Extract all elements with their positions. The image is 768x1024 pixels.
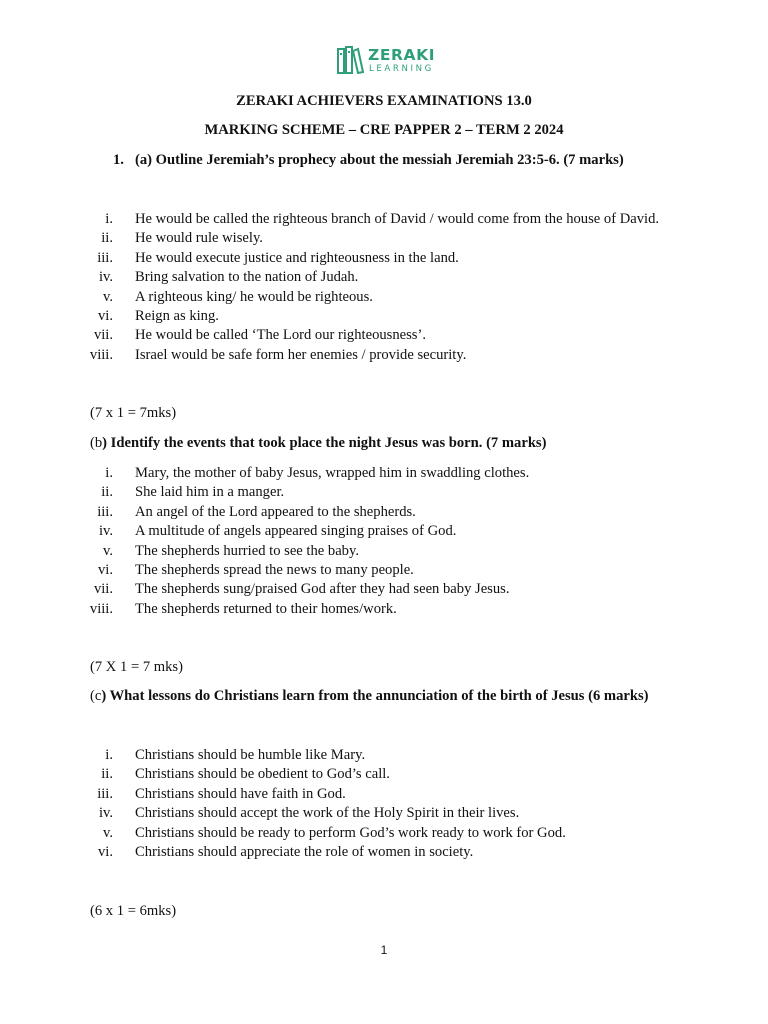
answer-item-number: vi. bbox=[98, 307, 113, 324]
part-b-label: (b bbox=[90, 435, 103, 451]
answer-item-text: The shepherds returned to their homes/work. bbox=[135, 600, 397, 617]
answer-item-text: Israel would be safe form her enemies / provide security. bbox=[135, 346, 467, 363]
answer-item-number: vi. bbox=[98, 843, 113, 860]
answer-item-number: ii. bbox=[101, 230, 113, 247]
answer-item bbox=[80, 785, 720, 804]
answer-item-text: Christians should accept the work of the Holy Spirit in their lives. bbox=[135, 805, 520, 822]
answer-item bbox=[80, 483, 720, 502]
answer-item-number: viii. bbox=[89, 600, 113, 617]
answer-item-number: v. bbox=[103, 542, 113, 559]
answer-item bbox=[80, 824, 720, 843]
part-b-marks: (7 X 1 = 7 mks) bbox=[90, 659, 183, 675]
part-c-answer-list bbox=[80, 746, 720, 862]
answer-item-number: i. bbox=[105, 747, 113, 763]
answer-item-text: She laid him in a manger. bbox=[135, 484, 285, 501]
answer-item-number: vii. bbox=[93, 581, 113, 598]
answer-item bbox=[80, 765, 720, 784]
answer-item-number: v. bbox=[103, 288, 113, 305]
answer-item-number: iii. bbox=[97, 785, 113, 802]
part-c-question: ) What lessons do Christians learn from the annunciation of the birth of Jesus (6 marks) bbox=[101, 688, 649, 704]
answer-item-number: ii. bbox=[101, 484, 113, 501]
answer-item bbox=[80, 522, 720, 541]
answer-item-text: Christians should be obedient to God’s call. bbox=[135, 766, 390, 783]
part-c-marks: (6 x 1 = 6mks) bbox=[90, 903, 177, 919]
answer-item-number: v. bbox=[103, 824, 113, 841]
answer-item-text: The shepherds sung/praised God after they had seen baby Jesus. bbox=[135, 581, 510, 598]
answer-item-number: iii. bbox=[97, 503, 113, 520]
question-1-number: 1. bbox=[113, 152, 124, 168]
exam-title: ZERAKI ACHIEVERS EXAMINATIONS 13.0 bbox=[236, 93, 532, 109]
part-b-question: ) Identify the events that took place the night Jesus was born. (7 marks) bbox=[102, 435, 547, 451]
answer-item-text: He would execute justice and righteousness in the land. bbox=[135, 249, 459, 266]
answer-item bbox=[80, 580, 720, 599]
answer-item-number: i. bbox=[105, 465, 113, 481]
answer-item bbox=[80, 346, 720, 365]
answer-item-number: iv. bbox=[98, 805, 113, 822]
answer-item-text: Mary, the mother of baby Jesus, wrapped him in swaddling clothes. bbox=[135, 465, 530, 481]
page-number: 1 bbox=[380, 943, 388, 957]
books-logo-icon bbox=[336, 45, 364, 75]
part-a-heading: (a) Outline Jeremiah’s prophecy about the messiah Jeremiah 23:5-6. (7 marks) bbox=[135, 152, 624, 168]
part-b-heading bbox=[90, 435, 546, 452]
brand-name: ZERAKI bbox=[368, 46, 436, 64]
part-b-answer-list bbox=[80, 464, 720, 619]
part-a-answer-list bbox=[80, 210, 720, 365]
answer-item bbox=[80, 804, 720, 823]
answer-item-text: He would be called the righteous branch of David / would come from the house of David. bbox=[135, 211, 660, 227]
part-c-label: (c bbox=[90, 688, 102, 704]
answer-item-number: viii. bbox=[89, 346, 113, 363]
answer-item bbox=[80, 843, 720, 862]
answer-item-text: The shepherds hurried to see the baby. bbox=[135, 542, 359, 559]
answer-item bbox=[80, 288, 720, 307]
answer-item-text: Christians should appreciate the role of women in society. bbox=[135, 843, 474, 860]
answer-item-text: Bring salvation to the nation of Judah. bbox=[135, 269, 359, 286]
zeraki-logo bbox=[334, 44, 438, 76]
answer-item-text: A multitude of angels appeared singing praises of God. bbox=[135, 523, 457, 540]
part-a-marks: (7 x 1 = 7mks) bbox=[90, 405, 177, 421]
answer-item bbox=[80, 268, 720, 287]
answer-item-number: iv. bbox=[98, 269, 113, 286]
answer-item-number: vii. bbox=[93, 327, 113, 344]
answer-item bbox=[80, 249, 720, 268]
answer-item-number: ii. bbox=[101, 766, 113, 783]
answer-item-text: Christians should be ready to perform God’s work ready to work for God. bbox=[135, 824, 566, 841]
answer-item-text: Reign as king. bbox=[135, 307, 219, 324]
answer-item bbox=[80, 561, 720, 580]
answer-item-number: i. bbox=[105, 211, 113, 227]
answer-item bbox=[80, 503, 720, 522]
answer-item-number: vi. bbox=[98, 561, 113, 578]
answer-item bbox=[80, 229, 720, 248]
answer-item bbox=[80, 746, 720, 765]
answer-item bbox=[80, 326, 720, 345]
document-subtitle: MARKING SCHEME – CRE PAPPER 2 – TERM 2 2024 bbox=[204, 122, 564, 138]
part-c-heading bbox=[90, 688, 649, 705]
answer-item-text: He would rule wisely. bbox=[135, 230, 263, 247]
answer-item-text: The shepherds spread the news to many people. bbox=[135, 561, 414, 578]
answer-item bbox=[80, 464, 720, 483]
answer-item bbox=[80, 542, 720, 561]
answer-item bbox=[80, 600, 720, 619]
answer-item bbox=[80, 307, 720, 326]
answer-item-text: A righteous king/ he would be righteous. bbox=[135, 288, 373, 305]
answer-item-text: An angel of the Lord appeared to the shepherds. bbox=[135, 503, 416, 520]
answer-item-number: iv. bbox=[98, 523, 113, 540]
answer-item-number: iii. bbox=[97, 249, 113, 266]
brand-sub: LEARNING bbox=[369, 64, 434, 74]
answer-item-text: He would be called ‘The Lord our righteousness’. bbox=[135, 327, 426, 344]
answer-item-text: Christians should have faith in God. bbox=[135, 785, 346, 802]
answer-item bbox=[80, 210, 720, 229]
answer-item-text: Christians should be humble like Mary. bbox=[135, 747, 366, 763]
